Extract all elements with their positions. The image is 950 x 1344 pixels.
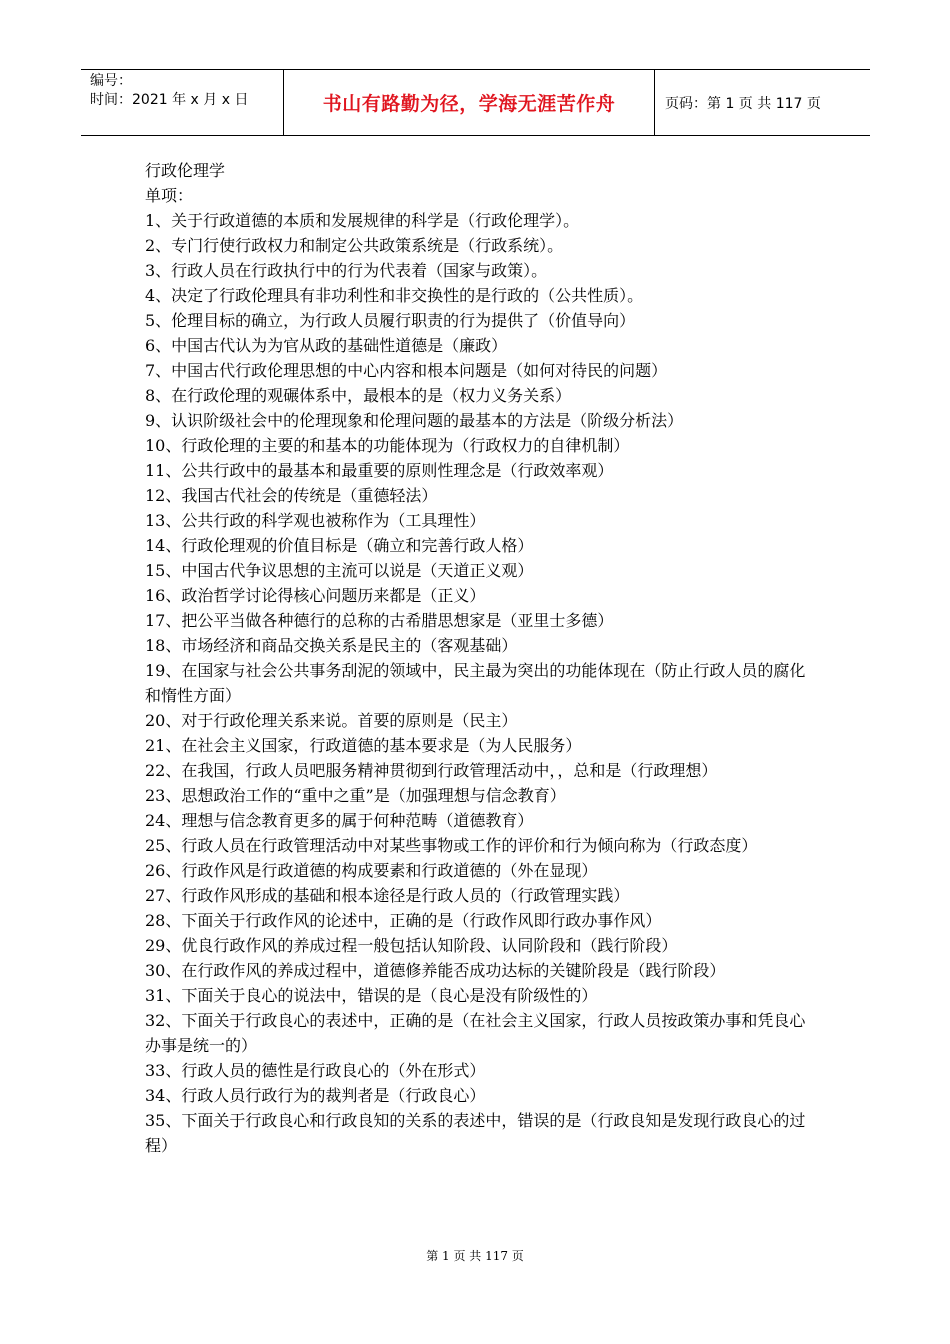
question-item: 33、行政人员的德性是行政良心的（外在形式） (145, 1061, 486, 1080)
question-item: 23、思想政治工作的“重中之重”是（加强理想与信念教育） (145, 786, 566, 805)
header-motto-cell (284, 70, 655, 135)
header-page-info: 页码：第 1 页 共 117 页 (665, 95, 821, 112)
question-item: 18、市场经济和商品交换关系是民主的（客观基础） (145, 636, 518, 655)
question-item: 7、中国古代行政伦理思想的中心内容和根本问题是（如何对待民的问题） (145, 361, 668, 380)
question-item: 25、行政人员在行政管理活动中对某些事物或工作的评价和行为倾向称为（行政态度） (145, 836, 758, 855)
question-item: 19、在国家与社会公共事务刮泥的领域中，民主最为突出的功能体现在（防止行政人员的腐化和惰性方面） (145, 661, 806, 705)
question-item: 11、公共行政中的最基本和最重要的原则性理念是（行政效率观） (145, 461, 614, 480)
question-item: 31、下面关于良心的说法中，错误的是（良心是没有阶级性的） (145, 986, 598, 1005)
time-label: 时间：2021 年 x 月 x 日 (90, 92, 249, 108)
question-item: 29、优良行政作风的养成过程一般包括认知阶段、认同阶段和（践行阶段） (145, 936, 678, 955)
question-item: 20、对于行政伦理关系来说。首要的原则是（民主） (145, 711, 518, 730)
question-item: 6、中国古代认为为官从政的基础性道德是（廉政） (145, 336, 508, 355)
question-item: 3、行政人员在行政执行中的行为代表着（国家与政策）。 (145, 261, 548, 280)
question-item: 24、理想与信念教育更多的属于何种范畴（道德教育） (145, 811, 534, 830)
question-item: 30、在行政作风的养成过程中，道德修养能否成功达标的关键阶段是（践行阶段） (145, 961, 726, 980)
question-item: 26、行政作风是行政道德的构成要素和行政道德的（外在显现） (145, 861, 598, 880)
document-body (145, 158, 807, 1158)
question-item: 9、认识阶级社会中的伦理现象和伦理问题的最基本的方法是（阶级分析法） (145, 411, 684, 430)
question-item: 15、中国古代争议思想的主流可以说是（天道正义观） (145, 561, 534, 580)
question-item: 5、伦理目标的确立，为行政人员履行职责的行为提供了（价值导向） (145, 311, 636, 330)
document-title: 行政伦理学 (145, 161, 226, 180)
page-footer: 第 1 页 共 117 页 (426, 1249, 524, 1263)
question-item: 22、在我国，行政人员吧服务精神贯彻到行政管理活动中，，总和是（行政理想） (145, 761, 718, 780)
question-item: 34、行政人员行政行为的裁判者是（行政良心） (145, 1086, 486, 1105)
document-header (81, 69, 870, 136)
header-motto: 书山有路勤为径，学海无涯苦作舟 (322, 93, 616, 115)
header-page-info-cell (655, 70, 870, 135)
header-meta (81, 70, 284, 135)
question-item: 13、公共行政的科学观也被称作为（工具理性） (145, 511, 486, 530)
question-item: 12、我国古代社会的传统是（重德轻法） (145, 486, 438, 505)
number-label: 编号： (90, 73, 132, 89)
question-item: 14、行政伦理观的价值目标是（确立和完善行政人格） (145, 536, 534, 555)
question-item: 35、下面关于行政良心和行政良知的关系的表述中，错误的是（行政良知是发现行政良心的过程） (145, 1111, 806, 1155)
section-heading: 单项： (145, 186, 194, 205)
question-item: 32、下面关于行政良心的表述中，正确的是（在社会主义国家，行政人员按政策办事和凭良心办事是统一的） (145, 1011, 806, 1055)
question-item: 4、决定了行政伦理具有非功利性和非交换性的是行政的（公共性质）。 (145, 286, 644, 305)
question-item: 2、专门行使行政权力和制定公共政策系统是（行政系统）。 (145, 236, 564, 255)
question-list (145, 208, 807, 1158)
question-item: 8、在行政伦理的观碾体系中，最根本的是（权力义务关系） (145, 386, 572, 405)
question-item: 17、把公平当做各种德行的总称的古希腊思想家是（亚里士多德） (145, 611, 614, 630)
question-item: 28、下面关于行政作风的论述中，正确的是（行政作风即行政办事作风） (145, 911, 662, 930)
question-item: 27、行政作风形成的基础和根本途径是行政人员的（行政管理实践） (145, 886, 630, 905)
question-item: 1、关于行政道德的本质和发展规律的科学是（行政伦理学）。 (145, 211, 580, 230)
question-item: 10、行政伦理的主要的和基本的功能体现为（行政权力的自律机制） (145, 436, 630, 455)
question-item: 21、在社会主义国家，行政道德的基本要求是（为人民服务） (145, 736, 582, 755)
question-item: 16、政治哲学讨论得核心问题历来都是（正义） (145, 586, 486, 605)
